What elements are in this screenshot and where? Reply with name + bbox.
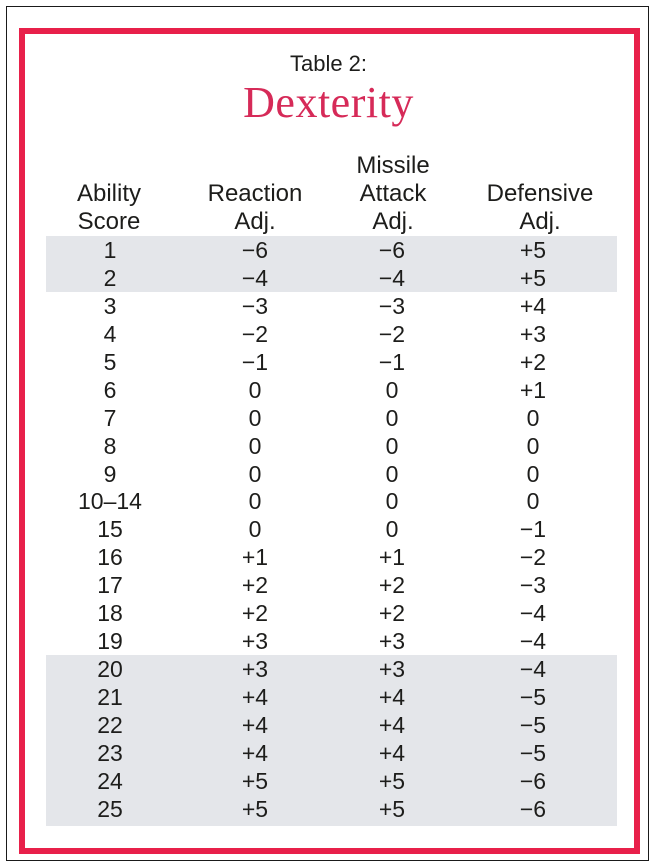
- table-body: [0, 236, 657, 823]
- table-caption: Table 2:: [289, 51, 368, 76]
- reaction-adj-cell: −6: [241, 237, 269, 263]
- table-row: [0, 711, 657, 739]
- header-line: Missile: [356, 152, 430, 179]
- table-row: [0, 236, 657, 264]
- defensive-adj-cell: −1: [519, 516, 547, 543]
- table-row: [0, 683, 657, 711]
- ability-score-cell: 22: [97, 711, 123, 738]
- defensive-adj-cell: −6: [519, 767, 547, 794]
- missile-attack-adj-cell: −4: [378, 264, 406, 291]
- reaction-adj-cell: +4: [241, 684, 269, 710]
- defensive-adj-cell: −4: [519, 600, 547, 627]
- ability-score-cell: 9: [103, 460, 117, 487]
- table-row: [0, 655, 657, 683]
- defensive-adj-cell: +1: [519, 376, 547, 403]
- reaction-adj-cell: 0: [248, 404, 262, 431]
- ability-score-cell: 3: [103, 292, 117, 319]
- defensive-adj-cell: 0: [526, 432, 540, 459]
- missile-attack-adj-cell: +4: [378, 739, 406, 766]
- reaction-adj-cell: −1: [241, 348, 269, 375]
- missile-attack-adj-cell: −3: [378, 292, 406, 319]
- defensive-adj-cell: −4: [519, 628, 547, 655]
- reaction-adj-cell: +5: [241, 767, 269, 794]
- table-row: [0, 599, 657, 627]
- missile-attack-adj-cell: +3: [378, 656, 406, 683]
- header-line: Adj.: [234, 208, 276, 235]
- defensive-adj-cell: −6: [519, 795, 547, 822]
- reaction-adj-cell: +3: [241, 656, 269, 683]
- table-title: Dexterity: [243, 78, 414, 127]
- reaction-adj-cell: +1: [241, 544, 269, 571]
- table-row: [0, 292, 657, 320]
- header-missile-attack-adj: [323, 152, 463, 236]
- header-ability-score: [54, 180, 164, 236]
- missile-attack-adj-cell: 0: [385, 404, 399, 431]
- ability-score-cell: 15: [97, 516, 123, 543]
- reaction-adj-cell: −3: [241, 292, 269, 319]
- missile-attack-adj-cell: −2: [378, 320, 406, 347]
- missile-attack-adj-cell: 0: [385, 376, 399, 403]
- missile-attack-adj-cell: +1: [378, 544, 406, 571]
- reaction-adj-cell: −4: [241, 264, 269, 291]
- reaction-adj-cell: +5: [241, 795, 269, 822]
- reaction-adj-cell: −2: [241, 320, 269, 347]
- ability-score-cell: 1: [103, 237, 117, 263]
- missile-attack-adj-cell: +4: [378, 684, 406, 710]
- ability-score-cell: 10–14: [78, 488, 142, 515]
- missile-attack-adj-cell: 0: [385, 432, 399, 459]
- reaction-adj-cell: +2: [241, 572, 269, 599]
- table-row: [0, 739, 657, 767]
- header-line: Adj.: [519, 208, 561, 235]
- header-line: Reaction: [207, 180, 303, 207]
- defensive-adj-cell: +3: [519, 320, 547, 347]
- table-row: [0, 515, 657, 543]
- defensive-adj-cell: −5: [519, 739, 547, 766]
- table-row: [0, 767, 657, 795]
- ability-score-cell: 8: [103, 432, 117, 459]
- missile-attack-adj-cell: +4: [378, 711, 406, 738]
- defensive-adj-cell: −5: [519, 711, 547, 738]
- ability-score-cell: 4: [103, 320, 117, 347]
- defensive-adj-cell: −3: [519, 572, 547, 599]
- header-line: Score: [77, 208, 141, 235]
- ability-score-cell: 25: [97, 795, 123, 822]
- defensive-adj-cell: 0: [526, 488, 540, 515]
- ability-score-cell: 20: [97, 656, 123, 683]
- defensive-adj-cell: +2: [519, 348, 547, 375]
- reaction-adj-cell: +4: [241, 739, 269, 766]
- missile-attack-adj-cell: +3: [378, 628, 406, 655]
- table-row: [0, 487, 657, 515]
- ability-score-cell: 24: [97, 767, 123, 794]
- defensive-adj-cell: −4: [519, 656, 547, 683]
- reaction-adj-cell: 0: [248, 488, 262, 515]
- table-row: [0, 348, 657, 376]
- defensive-adj-cell: 0: [526, 460, 540, 487]
- table-row: [0, 627, 657, 655]
- ability-score-cell: 21: [97, 684, 123, 710]
- table-row: [0, 543, 657, 571]
- ability-score-cell: 2: [103, 264, 117, 291]
- table-row: [0, 795, 657, 823]
- defensive-adj-cell: +5: [519, 264, 547, 291]
- defensive-adj-cell: −2: [519, 544, 547, 571]
- missile-attack-adj-cell: 0: [385, 516, 399, 543]
- missile-attack-adj-cell: −6: [378, 237, 406, 263]
- missile-attack-adj-cell: +2: [378, 572, 406, 599]
- reaction-adj-cell: +4: [241, 711, 269, 738]
- ability-score-cell: 19: [97, 628, 123, 655]
- table-row: [0, 376, 657, 404]
- reaction-adj-cell: +2: [241, 600, 269, 627]
- reaction-adj-cell: 0: [248, 376, 262, 403]
- ability-score-cell: 6: [103, 376, 117, 403]
- missile-attack-adj-cell: +5: [378, 795, 406, 822]
- ability-score-cell: 16: [97, 544, 123, 571]
- table-row: [0, 460, 657, 488]
- reaction-adj-cell: 0: [248, 460, 262, 487]
- reaction-adj-cell: 0: [248, 516, 262, 543]
- missile-attack-adj-cell: 0: [385, 460, 399, 487]
- table-row: [0, 432, 657, 460]
- header-line: Defensive: [486, 180, 594, 207]
- header-reaction-adj: [180, 180, 330, 236]
- missile-attack-adj-cell: +5: [378, 767, 406, 794]
- missile-attack-adj-cell: −1: [378, 348, 406, 375]
- reaction-adj-cell: 0: [248, 432, 262, 459]
- table-row: [0, 264, 657, 292]
- ability-score-cell: 7: [103, 404, 117, 431]
- defensive-adj-cell: +5: [519, 237, 547, 263]
- defensive-adj-cell: 0: [526, 404, 540, 431]
- header-line: Ability: [76, 180, 142, 207]
- header-line: Adj.: [372, 208, 414, 235]
- missile-attack-adj-cell: +2: [378, 600, 406, 627]
- header-line: Attack: [359, 180, 427, 207]
- table-row: [0, 571, 657, 599]
- ability-score-cell: 23: [97, 739, 123, 766]
- defensive-adj-cell: −5: [519, 684, 547, 710]
- ability-score-cell: 18: [97, 600, 123, 627]
- header-defensive-adj: [460, 180, 620, 236]
- defensive-adj-cell: +4: [519, 292, 547, 319]
- ability-score-cell: 17: [97, 572, 123, 599]
- missile-attack-adj-cell: 0: [385, 488, 399, 515]
- reaction-adj-cell: +3: [241, 628, 269, 655]
- ability-score-cell: 5: [103, 348, 117, 375]
- table-row: [0, 404, 657, 432]
- table-row: [0, 320, 657, 348]
